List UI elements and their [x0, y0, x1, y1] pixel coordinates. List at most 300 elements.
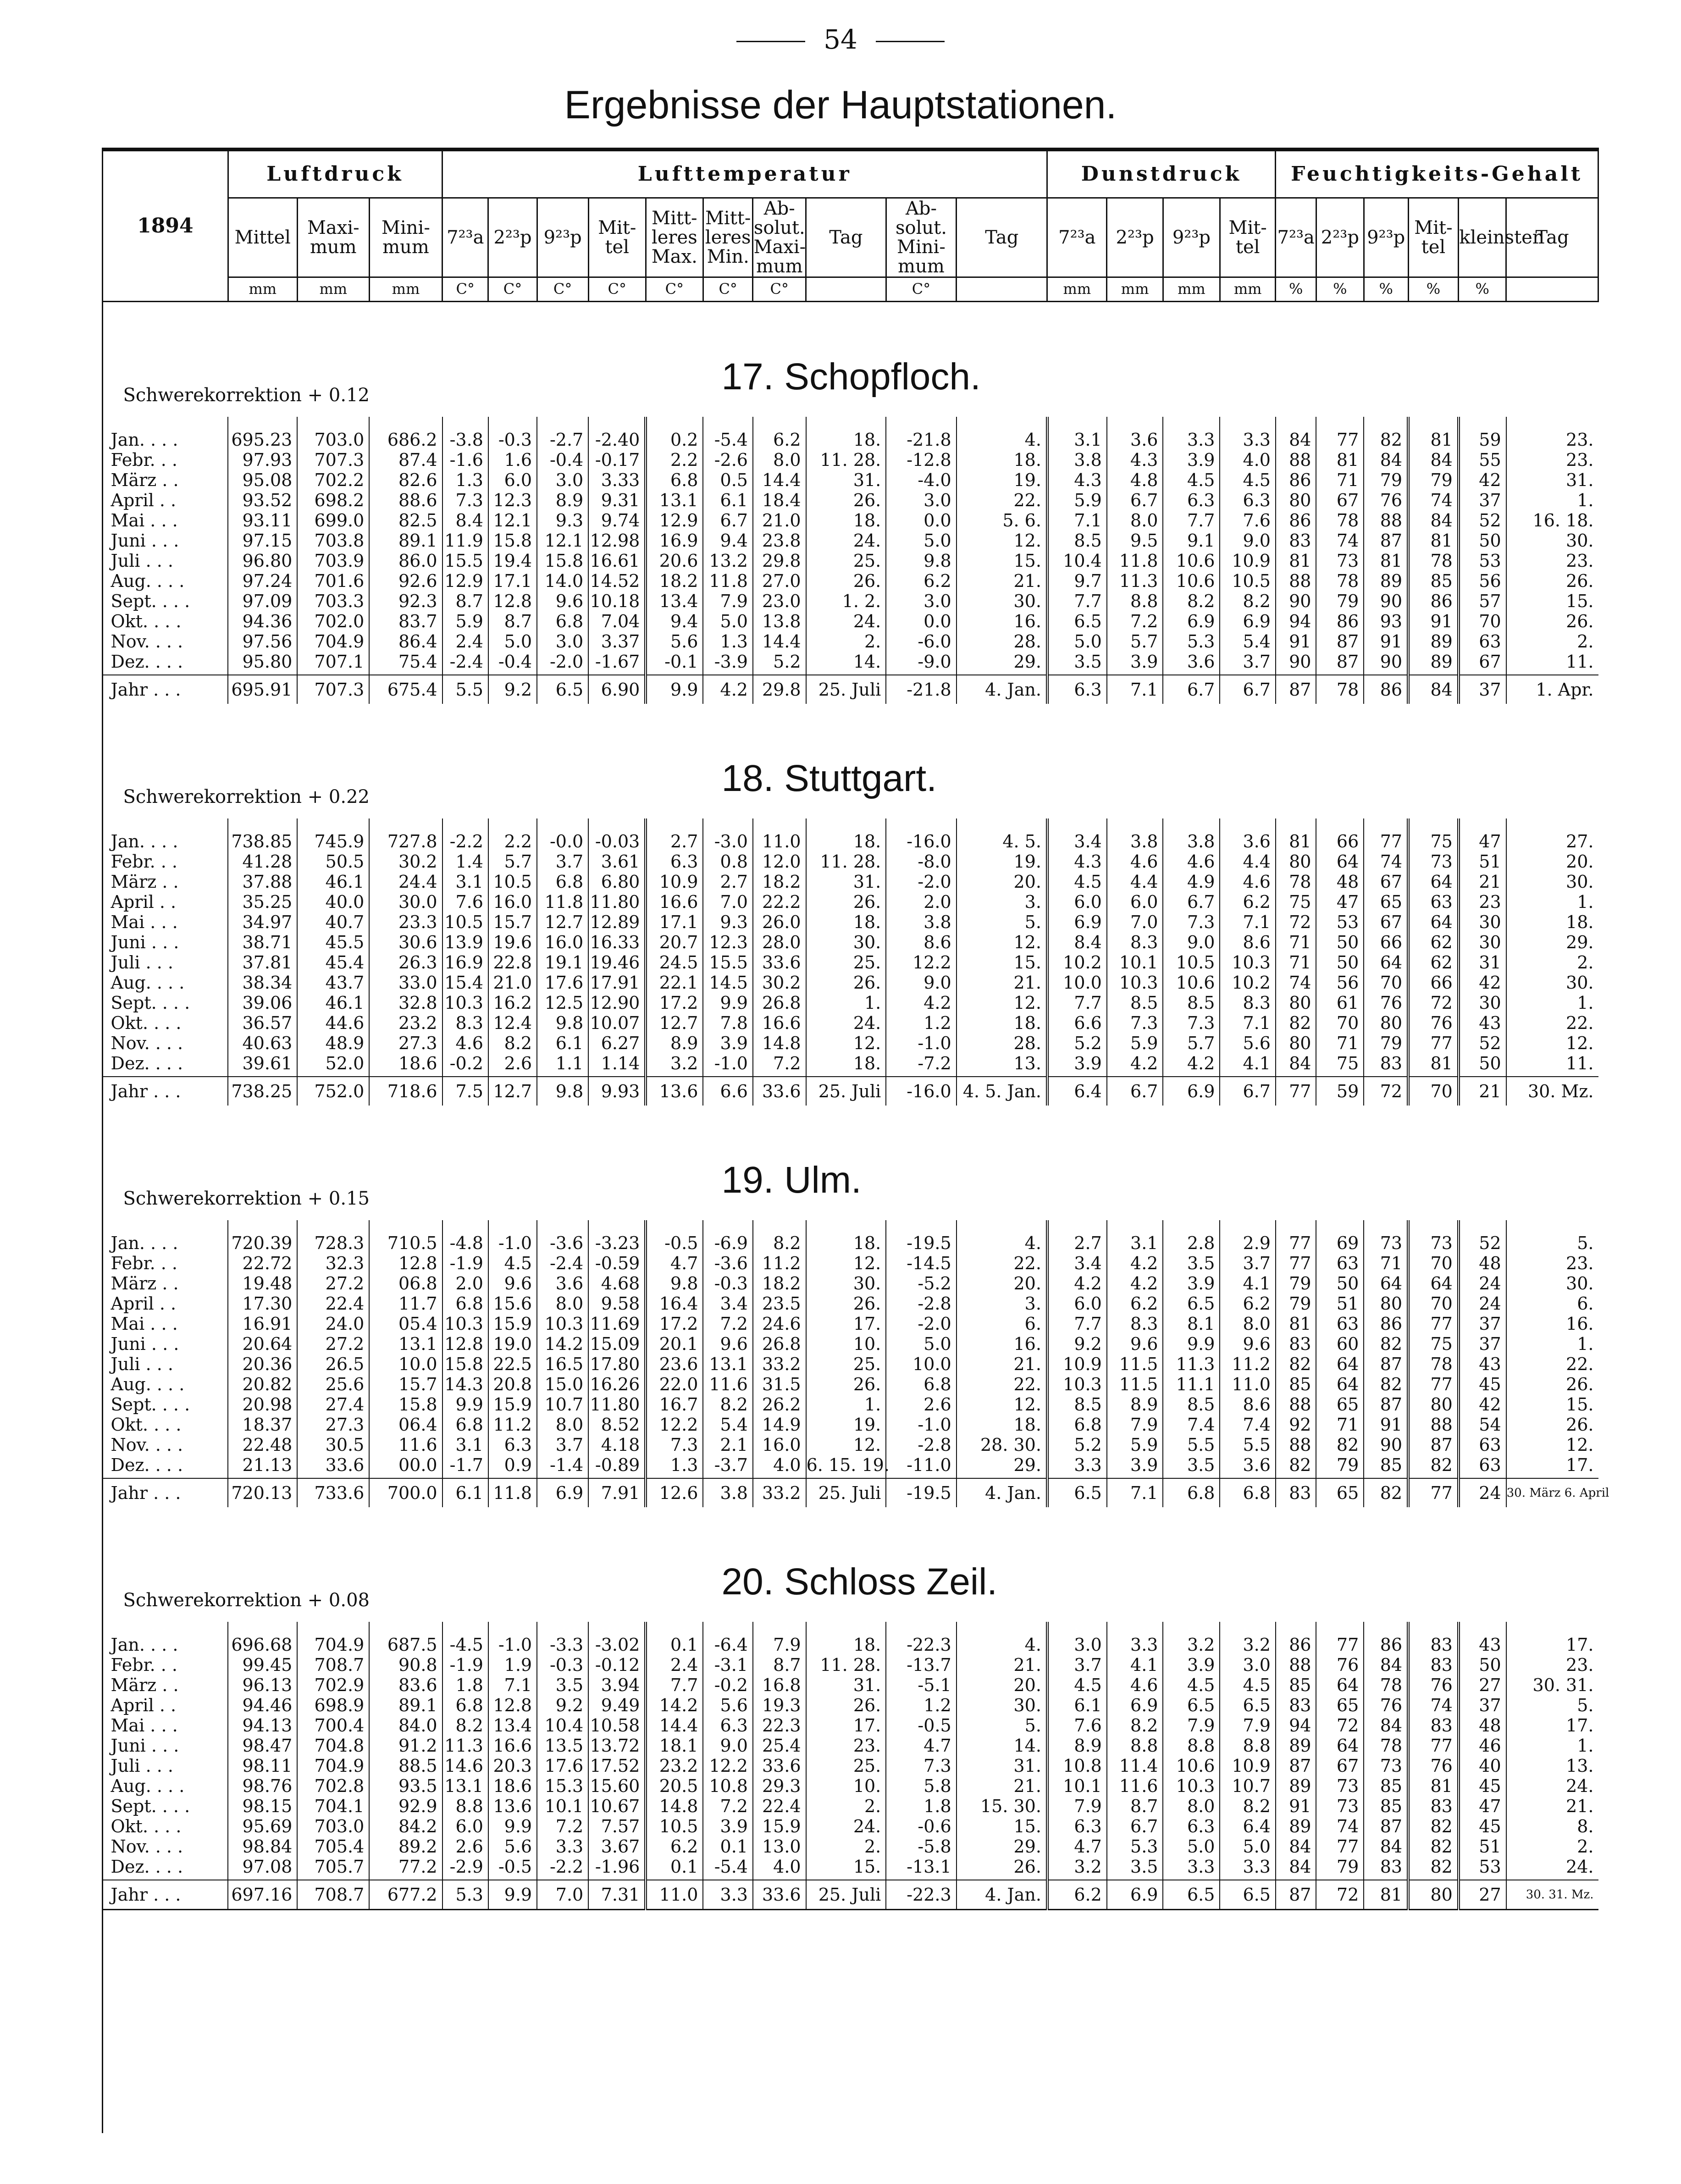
table-row	[103, 1796, 1598, 1816]
table-cell: -0.12	[588, 1655, 646, 1675]
table-cell: 24.	[806, 1816, 886, 1836]
table-cell: 12.1	[537, 531, 588, 551]
table-cell: 06.8	[369, 1273, 442, 1294]
table-cell: 6.5	[1220, 1695, 1276, 1715]
table-cell: 14.2	[646, 1695, 703, 1715]
table-cell: 8.8	[442, 1796, 488, 1816]
table-cell: 75	[1316, 1053, 1364, 1077]
table-cell: 6.9	[1220, 611, 1276, 631]
table-cell: 22.0	[646, 1374, 703, 1394]
table-cell: 7.4	[1220, 1415, 1276, 1435]
table-cell: 8.2	[1163, 591, 1220, 611]
table-cell: 9.9	[703, 993, 753, 1013]
table-cell: 4.6	[1220, 872, 1276, 892]
table-cell: 87	[1408, 1435, 1459, 1455]
table-cell: 37	[1459, 1695, 1506, 1715]
table-cell: 77	[1408, 1736, 1459, 1756]
table-cell: 8.5	[1047, 531, 1107, 551]
table-cell: 14.0	[537, 571, 588, 591]
table-cell: 73	[1364, 1756, 1408, 1776]
table-cell: 4.	[957, 1220, 1047, 1253]
table-cell: 12.	[806, 1033, 886, 1053]
table-cell: 4.7	[646, 1253, 703, 1273]
table-cell: 11.6	[1107, 1776, 1163, 1796]
year-total-row	[103, 1478, 1598, 1507]
column-unit: %	[1364, 277, 1408, 302]
table-cell: 3.5	[1163, 1455, 1220, 1478]
table-cell: 11.3	[442, 1736, 488, 1756]
table-cell: 8.2	[1220, 591, 1276, 611]
table-cell: -0.4	[537, 450, 588, 470]
table-cell: -0.1	[646, 652, 703, 675]
table-cell: 8.0	[1163, 1796, 1220, 1816]
table-cell: 20.82	[228, 1374, 297, 1394]
table-cell: 738.85	[228, 818, 297, 851]
table-cell: 11. 28.	[806, 851, 886, 872]
table-cell: 37.81	[228, 952, 297, 973]
table-cell: 11.80	[588, 892, 646, 912]
table-cell: 6.5	[537, 675, 588, 704]
table-cell: 8.7	[442, 591, 488, 611]
column-unit: mm	[1107, 277, 1163, 302]
table-cell: 82	[1316, 1435, 1364, 1455]
table-cell: 18.	[1506, 912, 1598, 932]
table-cell: 15.9	[488, 1314, 537, 1334]
table-cell: 697.16	[228, 1880, 297, 1910]
table-cell: 3.3	[1163, 1857, 1220, 1880]
month-label: März . .	[111, 872, 179, 892]
table-cell: 7.31	[588, 1880, 646, 1910]
month-label: Okt. . . .	[111, 1013, 182, 1033]
table-cell: 37	[1459, 490, 1506, 510]
table-cell: 77.2	[369, 1857, 442, 1880]
table-cell: -12.8	[886, 450, 956, 470]
table-cell: 79	[1364, 470, 1408, 490]
table-cell: 3.5	[1163, 1253, 1220, 1273]
table-cell: 86	[1276, 470, 1316, 490]
table-cell: 15.8	[488, 531, 537, 551]
table-cell: 5.7	[1163, 1033, 1220, 1053]
table-cell: 0.1	[703, 1836, 753, 1857]
table-cell: 87	[1276, 675, 1316, 704]
table-cell: 12.	[1506, 1033, 1598, 1053]
table-cell: 67	[1459, 652, 1506, 675]
table-cell: -5.2	[886, 1273, 956, 1294]
table-cell: 696.68	[228, 1622, 297, 1655]
table-cell: 5.9	[1107, 1435, 1163, 1455]
table-cell: 12.8	[488, 591, 537, 611]
table-cell: 18.	[957, 1415, 1047, 1435]
table-cell: 6.4	[1047, 1077, 1107, 1106]
table-cell: 4.2	[703, 675, 753, 704]
table-cell: 5.0	[1220, 1836, 1276, 1857]
table-cell: 92.9	[369, 1796, 442, 1816]
table-cell: 72	[1408, 993, 1459, 1013]
table-cell: 97.09	[228, 591, 297, 611]
table-cell: 37	[1459, 1334, 1506, 1354]
table-cell: 8.3	[1107, 1314, 1163, 1334]
table-cell: 91.2	[369, 1736, 442, 1756]
group-lufttemperatur: Lufttemperatur	[442, 149, 1047, 198]
table-row	[103, 417, 1598, 450]
table-cell: 11.2	[1220, 1354, 1276, 1374]
table-cell: 27.2	[297, 1334, 369, 1354]
table-row	[103, 1273, 1598, 1294]
group-dunstdruck: Dunstdruck	[1047, 149, 1276, 198]
table-cell: -0.0	[537, 818, 588, 851]
table-cell: 15.9	[488, 1394, 537, 1415]
table-cell: 35.25	[228, 892, 297, 912]
table-cell: 75	[1408, 818, 1459, 851]
table-cell: 4.2	[1107, 1053, 1163, 1077]
table-cell: 9.3	[703, 912, 753, 932]
month-label: Sept. . . .	[111, 591, 190, 611]
table-cell: 6.2	[753, 417, 806, 450]
table-cell: 8.6	[1220, 1394, 1276, 1415]
table-cell: 81	[1276, 1314, 1316, 1334]
table-cell: 46.1	[297, 872, 369, 892]
table-cell: 29.	[957, 1455, 1047, 1478]
table-cell: 16.9	[646, 531, 703, 551]
table-cell: 9.7	[1047, 571, 1107, 591]
table-cell: 26.	[1506, 571, 1598, 591]
table-cell: 26.	[1506, 611, 1598, 631]
table-cell: 9.9	[646, 675, 703, 704]
table-cell: 22.4	[753, 1796, 806, 1816]
table-cell: 6.2	[1220, 892, 1276, 912]
table-cell: 63	[1459, 631, 1506, 652]
table-cell: 33.0	[369, 973, 442, 993]
table-cell: 26.	[806, 1374, 886, 1394]
month-label: Mai . . .	[111, 1715, 178, 1736]
month-label: Febr. . .	[111, 1253, 177, 1273]
table-cell: 26.0	[753, 912, 806, 932]
table-cell: 15.	[1506, 1394, 1598, 1415]
table-cell: 78	[1316, 510, 1364, 531]
table-cell: 22.3	[753, 1715, 806, 1736]
table-cell: 94.46	[228, 1695, 297, 1715]
table-cell: 4.6	[442, 1033, 488, 1053]
table-cell: 3.67	[588, 1836, 646, 1857]
table-cell: 2.7	[1047, 1220, 1107, 1253]
table-cell: 87	[1316, 631, 1364, 652]
table-cell: 7.4	[1163, 1415, 1220, 1435]
table-cell: 69	[1316, 1220, 1364, 1253]
table-cell: 16.6	[753, 1013, 806, 1033]
table-cell: 74	[1408, 1695, 1459, 1715]
table-cell: 82	[1276, 1013, 1316, 1033]
month-label: Aug. . . .	[111, 973, 185, 993]
table-cell: 22.48	[228, 1435, 297, 1455]
table-cell: 23.	[1506, 417, 1598, 450]
table-cell: 3.5	[537, 1675, 588, 1695]
table-cell: 9.9	[488, 1816, 537, 1836]
table-cell: 42	[1459, 470, 1506, 490]
table-cell: 8.7	[1107, 1796, 1163, 1816]
table-cell: 4.1	[1107, 1655, 1163, 1675]
column-header: 7²³a	[1276, 198, 1316, 277]
table-cell: 47	[1316, 892, 1364, 912]
table-cell: 41.28	[228, 851, 297, 872]
table-cell: 17.6	[537, 1756, 588, 1776]
table-cell: 8.3	[1220, 993, 1276, 1013]
table-cell: 40	[1459, 1756, 1506, 1776]
table-cell: 4.3	[1107, 450, 1163, 470]
table-cell: 26.	[806, 490, 886, 510]
table-cell: 2.7	[646, 818, 703, 851]
table-cell: 5.9	[442, 611, 488, 631]
column-unit: mm	[369, 277, 442, 302]
table-cell: 9.58	[588, 1294, 646, 1314]
table-cell: 6.8	[442, 1294, 488, 1314]
month-label: Juli . . .	[111, 1756, 173, 1776]
table-cell: 4.7	[886, 1736, 956, 1756]
table-cell: 10.3	[537, 1314, 588, 1334]
table-cell: 4.4	[1220, 851, 1276, 872]
table-cell: 51	[1459, 851, 1506, 872]
table-cell: -16.0	[886, 818, 956, 851]
table-cell: 12.7	[537, 912, 588, 932]
month-label: Juni . . .	[111, 932, 179, 952]
table-cell: 2.	[1506, 631, 1598, 652]
table-cell: 8.8	[1107, 591, 1163, 611]
table-cell: 26.	[806, 973, 886, 993]
table-cell: 12.90	[588, 993, 646, 1013]
table-cell: 0.0	[886, 510, 956, 531]
table-cell: 59	[1459, 417, 1506, 450]
table-cell: 700.0	[369, 1478, 442, 1507]
table-cell: 7.2	[537, 1816, 588, 1836]
table-cell: -3.0	[703, 818, 753, 851]
table-cell: 27	[1459, 1880, 1506, 1910]
table-cell: 48	[1459, 1253, 1506, 1273]
table-cell: 80	[1276, 851, 1316, 872]
table-cell: 76	[1408, 1675, 1459, 1695]
table-cell: 6.7	[1163, 892, 1220, 912]
table-cell: 3.	[957, 1294, 1047, 1314]
table-cell: 9.2	[488, 675, 537, 704]
table-cell: 707.3	[297, 450, 369, 470]
table-cell: 6.7	[1107, 490, 1163, 510]
table-cell: 3.9	[703, 1033, 753, 1053]
table-cell: 72	[1276, 912, 1316, 932]
table-cell: 30.	[1506, 1273, 1598, 1294]
table-cell: 7.57	[588, 1816, 646, 1836]
table-cell: 72	[1316, 1880, 1364, 1910]
table-cell: 4.	[957, 417, 1047, 450]
table-cell: 6.8	[1163, 1478, 1220, 1507]
table-cell: 25.	[806, 551, 886, 571]
table-cell: 9.9	[1163, 1334, 1220, 1354]
table-cell: -0.5	[646, 1220, 703, 1253]
table-cell: 79	[1364, 1033, 1408, 1053]
column-header: Mit-tel	[588, 198, 646, 277]
table-cell: 85	[1276, 1675, 1316, 1695]
table-cell: 20.	[957, 1675, 1047, 1695]
table-cell: 15.6	[488, 1294, 537, 1314]
table-cell: -1.6	[442, 450, 488, 470]
table-cell: 64	[1364, 952, 1408, 973]
table-cell: 24.4	[369, 872, 442, 892]
table-cell: 16.	[957, 1334, 1047, 1354]
table-cell: 14.5	[703, 973, 753, 993]
column-header: 2²³p	[1316, 198, 1364, 277]
table-cell: 26.	[1506, 1415, 1598, 1435]
table-cell: 20.64	[228, 1334, 297, 1354]
column-header: 9²³p	[1364, 198, 1408, 277]
table-cell: 6.1	[442, 1478, 488, 1507]
table-cell: -0.17	[588, 450, 646, 470]
table-cell: 7.0	[703, 892, 753, 912]
table-cell: 3.9	[1107, 652, 1163, 675]
table-cell: 12.	[957, 993, 1047, 1013]
table-cell: 6.9	[1107, 1695, 1163, 1715]
table-cell: 6.1	[1047, 1695, 1107, 1715]
table-cell: 47	[1459, 818, 1506, 851]
table-cell: 8.5	[1163, 993, 1220, 1013]
table-cell: 16.8	[753, 1675, 806, 1695]
month-label: März . .	[111, 1273, 179, 1294]
table-cell: 21.	[957, 1354, 1047, 1374]
table-cell: 48	[1316, 872, 1364, 892]
table-cell: 24.0	[297, 1314, 369, 1334]
table-cell: 727.8	[369, 818, 442, 851]
table-cell: 677.2	[369, 1880, 442, 1910]
table-cell: 62	[1408, 952, 1459, 973]
table-cell: 3.9	[1047, 1053, 1107, 1077]
table-cell: 87	[1316, 652, 1364, 675]
table-header	[103, 149, 1598, 302]
table-cell: 703.9	[297, 551, 369, 571]
table-cell: 8.5	[1107, 993, 1163, 1013]
table-cell: 7.3	[1107, 1013, 1163, 1033]
table-cell: 3.6	[1107, 417, 1163, 450]
table-cell: 5.0	[886, 531, 956, 551]
table-cell: 24	[1459, 1273, 1506, 1294]
table-cell: 3.3	[703, 1880, 753, 1910]
table-cell: 4.	[957, 1622, 1047, 1655]
table-cell: 10.1	[1107, 952, 1163, 973]
table-cell: 15.0	[537, 1374, 588, 1394]
table-cell: 6.0	[442, 1816, 488, 1836]
table-cell: 5.3	[442, 1880, 488, 1910]
table-cell: 9.6	[703, 1334, 753, 1354]
table-cell: 5.0	[488, 631, 537, 652]
table-cell: 80	[1276, 490, 1316, 510]
table-cell: 6.5	[1163, 1695, 1220, 1715]
table-cell: 77	[1408, 1314, 1459, 1334]
year-header: 1894	[103, 149, 228, 302]
table-cell: 16.0	[488, 892, 537, 912]
table-cell: 28.	[957, 1033, 1047, 1053]
table-cell: 75	[1276, 892, 1316, 912]
table-cell: 14.4	[753, 631, 806, 652]
month-label: Mai . . .	[111, 912, 178, 932]
table-cell: 10.0	[1047, 973, 1107, 993]
table-cell: 16.6	[646, 892, 703, 912]
table-cell: 3.9	[1163, 1655, 1220, 1675]
table-cell: 5.0	[1047, 631, 1107, 652]
table-cell: 703.3	[297, 591, 369, 611]
month-label: Nov. . . .	[111, 1033, 183, 1053]
table-row	[103, 912, 1598, 932]
table-cell: 4.9	[1163, 872, 1220, 892]
table-row	[103, 872, 1598, 892]
table-cell: 4.3	[1047, 470, 1107, 490]
table-cell: 88	[1276, 1655, 1316, 1675]
group-luftdruck: Luftdruck	[228, 149, 442, 198]
table-cell: -6.4	[703, 1622, 753, 1655]
table-cell: -5.4	[703, 417, 753, 450]
table-cell: 3.3	[537, 1836, 588, 1857]
table-cell: 7.7	[1047, 1314, 1107, 1334]
table-cell: 7.1	[488, 1675, 537, 1695]
table-cell: 5.0	[1163, 1836, 1220, 1857]
column-header: Tag	[806, 198, 886, 277]
table-cell: 10.7	[1220, 1776, 1276, 1796]
table-cell: 4.5	[488, 1253, 537, 1273]
table-cell: 18.	[806, 417, 886, 450]
table-cell: 61	[1316, 993, 1364, 1013]
table-cell: -4.8	[442, 1220, 488, 1253]
table-cell: 62	[1408, 932, 1459, 952]
table-cell: 24.	[1506, 1857, 1598, 1880]
table-cell: 9.9	[488, 1880, 537, 1910]
table-cell: 2.	[1506, 1836, 1598, 1857]
table-cell: 2.	[806, 1836, 886, 1857]
table-cell: 3.6	[537, 1273, 588, 1294]
table-cell: 3.5	[1047, 652, 1107, 675]
table-cell: 6.0	[1047, 892, 1107, 912]
table-cell: 15.3	[537, 1776, 588, 1796]
column-unit: %	[1459, 277, 1506, 302]
table-cell: 707.1	[297, 652, 369, 675]
table-cell: 3.6	[1220, 818, 1276, 851]
table-cell: 30	[1459, 932, 1506, 952]
table-cell: -22.3	[886, 1880, 956, 1910]
table-cell: 6.3	[646, 851, 703, 872]
table-cell: 22.	[1506, 1354, 1598, 1374]
table-cell: 82	[1364, 1334, 1408, 1354]
table-cell: 63	[1316, 1253, 1364, 1273]
table-cell: -0.03	[588, 818, 646, 851]
table-cell: 13.4	[646, 591, 703, 611]
table-cell: 13.4	[488, 1715, 537, 1736]
table-row	[103, 1695, 1598, 1715]
table-cell: 1. 2.	[806, 591, 886, 611]
gravity-correction: Schwerekorrektion + 0.08	[123, 1590, 370, 1611]
table-cell: 718.6	[369, 1077, 442, 1106]
table-cell: -2.9	[442, 1857, 488, 1880]
table-cell: 9.4	[703, 531, 753, 551]
table-cell: 2.2	[488, 818, 537, 851]
table-cell: 17.1	[646, 912, 703, 932]
table-cell: 9.9	[442, 1394, 488, 1415]
table-cell: -1.0	[488, 1622, 537, 1655]
table-cell: 12.8	[488, 1695, 537, 1715]
table-cell: 10.18	[588, 591, 646, 611]
table-cell: 67	[1364, 912, 1408, 932]
table-row	[103, 1435, 1598, 1455]
table-cell: 14.2	[537, 1334, 588, 1354]
table-cell: 5.7	[1107, 631, 1163, 652]
year-label: Jahr . . .	[103, 1077, 228, 1106]
table-cell: -2.4	[537, 1253, 588, 1273]
table-cell: 6.5	[1163, 1294, 1220, 1314]
table-cell: 22.72	[228, 1253, 297, 1273]
column-unit: C°	[442, 277, 488, 302]
table-cell: 6.0	[488, 470, 537, 490]
